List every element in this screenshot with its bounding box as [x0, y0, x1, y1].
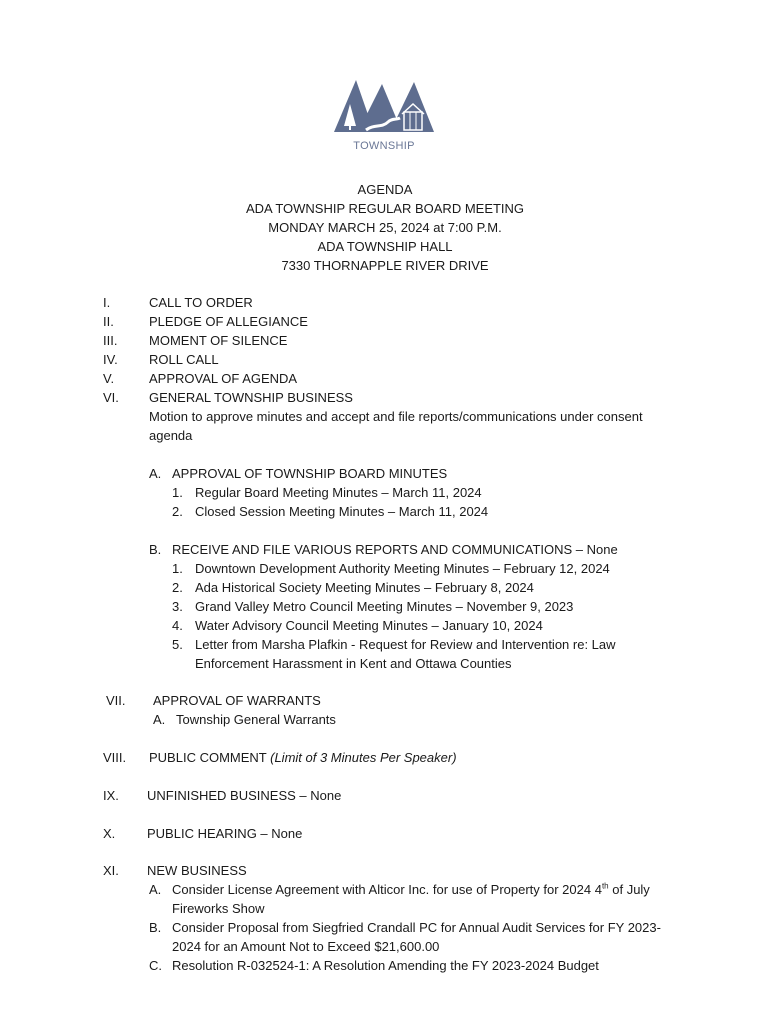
subitem-reports: RECEIVE AND FILE VARIOUS REPORTS AND COMMUNICATIONS – None: [172, 542, 618, 557]
list-item: Letter from Marsha Plafkin - Request for Review and Intervention re: Law: [195, 637, 616, 652]
subitem-license-agreement: [172, 880, 650, 899]
subitem-letter: C.: [149, 958, 162, 973]
logo-wordmark: TOWNSHIP: [353, 140, 415, 152]
subitem-audit-proposal: Consider Proposal from Siegfried Crandall PC for Annual Audit Services for FY 2023-: [172, 920, 661, 935]
list-number: 3.: [172, 599, 183, 614]
public-comment-label: PUBLIC COMMENT: [149, 750, 267, 765]
subitem-minutes: APPROVAL OF TOWNSHIP BOARD MINUTES: [172, 466, 448, 481]
item-moment-of-silence: MOMENT OF SILENCE: [149, 333, 288, 348]
item-roll-call: ROLL CALL: [149, 352, 219, 367]
subitem-budget-resolution: Resolution R-032524-1: A Resolution Amending the FY 2023-2024 Budget: [172, 958, 599, 973]
list-number: 2.: [172, 504, 183, 519]
item-number: IV.: [103, 352, 118, 367]
item-number: I.: [103, 295, 111, 310]
item-number: X.: [103, 826, 116, 841]
item-unfinished-business: UNFINISHED BUSINESS – None: [147, 788, 342, 803]
subitem-general-warrants: Township General Warrants: [176, 712, 336, 727]
subitem-audit-continued: 2024 for an Amount Not to Exceed $21,600.00: [172, 939, 440, 954]
list-number: 4.: [172, 618, 183, 633]
item-general-business: GENERAL TOWNSHIP BUSINESS: [149, 390, 353, 405]
item-number: II.: [103, 314, 114, 329]
item-public-comment: [149, 748, 457, 767]
list-number: 2.: [172, 580, 183, 595]
item-number: IX.: [103, 788, 119, 803]
ordinal-suffix: th: [601, 881, 609, 891]
header-address: 7330 THORNAPPLE RIVER DRIVE: [281, 258, 489, 273]
list-item: Grand Valley Metro Council Meeting Minutes – November 9, 2023: [195, 599, 574, 614]
list-item: Ada Historical Society Meeting Minutes – February 8, 2024: [195, 580, 534, 595]
header-location: ADA TOWNSHIP HALL: [317, 239, 453, 254]
item-warrants: APPROVAL OF WARRANTS: [153, 693, 321, 708]
item-approval-of-agenda: APPROVAL OF AGENDA: [149, 371, 298, 386]
list-number: 1.: [172, 485, 183, 500]
list-number: 1.: [172, 561, 183, 576]
list-item: Downtown Development Authority Meeting Minutes – February 12, 2024: [195, 561, 610, 576]
item-number: V.: [103, 371, 115, 386]
item-call-to-order: CALL TO ORDER: [149, 295, 253, 310]
item-pledge: PLEDGE OF ALLEGIANCE: [149, 314, 308, 329]
subitem-letter: B.: [149, 542, 162, 557]
subitem-letter: A.: [153, 712, 166, 727]
subitem-license-continued: Fireworks Show: [172, 901, 265, 916]
header-title: AGENDA: [357, 182, 413, 197]
list-number: 5.: [172, 637, 183, 652]
list-item-continued: Enforcement Harassment in Kent and Ottawa Counties: [195, 656, 512, 671]
subitem-letter: A.: [149, 882, 162, 897]
consent-motion-line1: Motion to approve minutes and accept and file reports/communications under consent: [149, 409, 643, 424]
item-number: VII.: [106, 693, 126, 708]
header-date: MONDAY MARCH 25, 2024 at 7:00 P.M.: [268, 220, 502, 235]
item-new-business: NEW BUSINESS: [147, 863, 247, 878]
item-number: VI.: [103, 390, 119, 405]
agenda-header: [0, 180, 770, 275]
list-item: Water Advisory Council Meeting Minutes – January 10, 2024: [195, 618, 543, 633]
item-public-hearing: PUBLIC HEARING – None: [147, 826, 303, 841]
list-item: Regular Board Meeting Minutes – March 11, 2024: [195, 485, 482, 500]
item-number: XI.: [103, 863, 119, 878]
list-item: Closed Session Meeting Minutes – March 11, 2024: [195, 504, 489, 519]
public-comment-note: (Limit of 3 Minutes Per Speaker): [270, 750, 457, 765]
item-number: VIII.: [103, 750, 127, 765]
subitem-letter: B.: [149, 920, 162, 935]
license-text: Consider License Agreement with Alticor Inc. for use of Property for 2024 4: [172, 882, 602, 897]
header-meeting: ADA TOWNSHIP REGULAR BOARD MEETING: [245, 201, 525, 216]
consent-motion-line2: agenda: [149, 428, 193, 443]
item-number: III.: [103, 333, 118, 348]
license-text-end: of July: [608, 882, 650, 897]
subitem-letter: A.: [149, 466, 162, 481]
